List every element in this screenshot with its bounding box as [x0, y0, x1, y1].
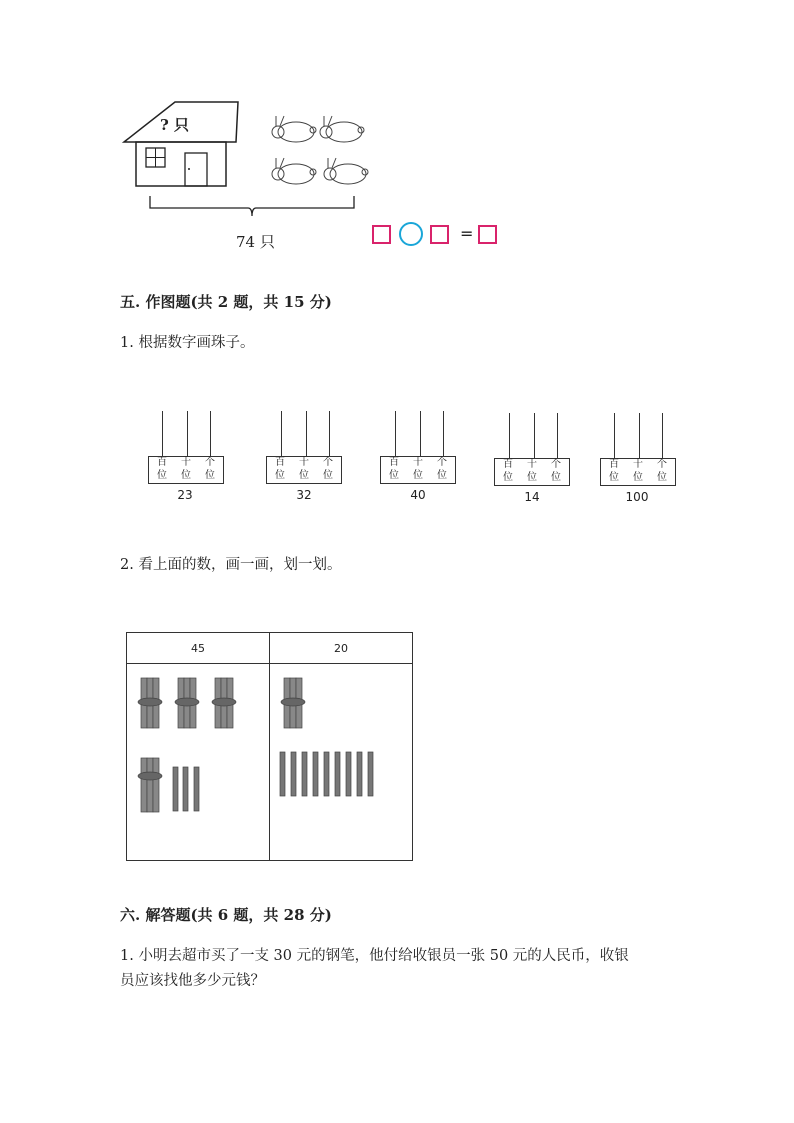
place-label: 位: [503, 472, 513, 483]
place-label: 百: [275, 457, 285, 468]
bundle-icon: [175, 678, 199, 728]
rabbit-icon: [272, 116, 316, 142]
place-label: 百: [609, 459, 619, 470]
answer-box[interactable]: [430, 225, 449, 244]
bundle-icon: [281, 678, 305, 728]
place-label: 十: [181, 457, 191, 468]
bundle-icon: [212, 678, 236, 728]
place-label: 位: [323, 470, 333, 481]
place-label: 位: [205, 470, 215, 481]
place-label: 位: [437, 470, 447, 481]
abacus-number: 23: [177, 488, 193, 502]
answer-box[interactable]: [478, 225, 497, 244]
stick-icon: [280, 752, 373, 796]
equals-sign: =: [460, 224, 474, 243]
answer-box[interactable]: [372, 225, 391, 244]
stick-icon: [173, 767, 199, 811]
place-label: 位: [551, 472, 561, 483]
place-label: 百: [503, 459, 513, 470]
question-line: 1. 小明去超市买了一支 30 元的钢笔，他付给收银员一张 50 元的人民币，收银: [120, 948, 629, 964]
place-label: 十: [413, 457, 423, 468]
place-label: 百: [389, 457, 399, 468]
question-line: 员应该找他多少元钱？: [120, 973, 265, 989]
total-brace: [150, 196, 354, 216]
place-label: 位: [633, 472, 643, 483]
section-5-title: 五. 作图题(共 2 题，共 15 分): [120, 293, 332, 311]
place-label: 位: [157, 470, 167, 481]
table-header: 20: [270, 633, 413, 664]
question-5-1: 1. 根据数字画珠子。: [120, 335, 255, 351]
bundle-icon: [138, 758, 162, 812]
question-5-2: 2. 看上面的数，画一画，划一划。: [120, 557, 342, 573]
place-label: 个: [437, 457, 447, 468]
place-label: 位: [389, 470, 399, 481]
section-6-title: 六. 解答题(共 6 题，共 28 分): [120, 906, 332, 924]
table-header: 45: [127, 633, 270, 664]
place-label: 个: [205, 457, 215, 468]
question-6-1: [120, 944, 680, 990]
abacus-number: 40: [410, 488, 426, 502]
abacus-number: 14: [524, 490, 540, 504]
place-label: 位: [181, 470, 191, 481]
sticks-45-illustration: [127, 664, 269, 856]
place-label: 位: [527, 472, 537, 483]
place-label: 十: [633, 459, 643, 470]
place-label: 个: [551, 459, 561, 470]
place-label: 位: [299, 470, 309, 481]
rabbit-icon: [320, 116, 364, 142]
place-label: 十: [527, 459, 537, 470]
sticks-table: [126, 632, 413, 861]
place-label: 位: [609, 472, 619, 483]
rabbit-icon: [272, 158, 316, 184]
place-label: 百: [157, 457, 167, 468]
bundle-icon: [138, 678, 162, 728]
rabbit-icon: [324, 158, 368, 184]
place-label: 位: [413, 470, 423, 481]
place-label: 个: [657, 459, 667, 470]
place-label: 位: [275, 470, 285, 481]
sticks-20-illustration: [270, 664, 412, 856]
place-label: 十: [299, 457, 309, 468]
abacus-number: 100: [625, 490, 649, 504]
total-label: 74 只: [236, 233, 275, 251]
house-label: ? 只: [160, 116, 190, 134]
place-label: 个: [323, 457, 333, 468]
place-label: 位: [657, 472, 667, 483]
operator-circle[interactable]: [399, 222, 423, 246]
abacus-number: 32: [296, 488, 312, 502]
